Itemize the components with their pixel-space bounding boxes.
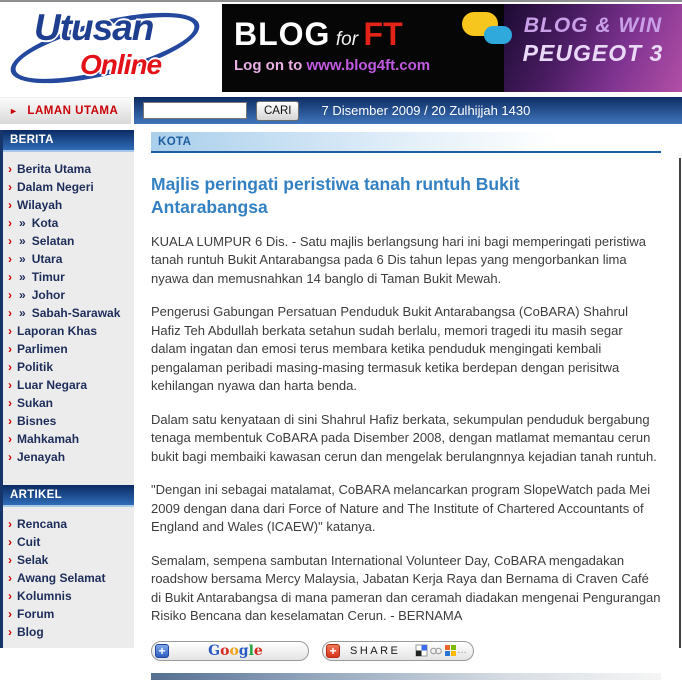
banner-peugeot-text: PEUGEOT 3 [522,40,664,66]
sidebar-item-sukan[interactable] [3,395,134,412]
sidebar-item-timur[interactable] [3,269,134,286]
sidebar-item-label: Forum [17,607,55,621]
sidebar-item-label: Selak [17,553,49,567]
google-logo-letter: e [253,642,263,659]
sidebar-item-kolumnis[interactable] [3,588,134,605]
nav-row [0,97,682,124]
sidebar-item-label: Selatan [31,234,75,248]
banner-right-panel [504,4,682,92]
sidebar-item-dalam-negeri[interactable] [3,179,134,196]
red-arrow-icon: › [8,324,12,338]
search-input[interactable] [143,102,247,119]
sidebar-item-utara[interactable] [3,251,134,268]
more-services-dots: … [457,645,467,656]
sidebar-item-wilayah[interactable] [3,197,134,214]
sidebar-item-kota[interactable] [3,215,134,232]
date-text: 7 Disember 2009 / 20 Zulhijjah 1430 [321,103,531,118]
share-row [151,641,661,661]
google-bookmark-button[interactable] [151,641,309,661]
article-paragraph: Pengerusi Gabungan Persatuan Penduduk Bukit Antarabangsa (CoBARA) Shahrul Hafiz Teh Abdullah berkata setahun sudah berlalu, memori tragedi itu masih segar dalam ingatan dan emosi terus membara ketika penduduk mengingati kembali pengalaman peribadi masing-masing termasuk ketika berdepan dengan perisitwa kehilangan nyawa dan harta benda. [151,304,628,393]
sidebar-item-berita-utama[interactable] [3,161,134,178]
sidebar-item-johor[interactable] [3,287,134,304]
sidebar-item-bisnes[interactable] [3,413,134,430]
sidebar-item-label: Luar Negara [17,378,88,392]
window-right-border [679,158,681,648]
red-arrow-icon: › [8,216,12,230]
article-body [151,233,661,626]
sidebar-item-label: Jenayah [17,450,66,464]
sidebar-item-label: Kota [31,216,59,230]
red-arrow-icon: › [8,198,12,212]
article-paragraph: Semalam, sempena sambutan International Volunteer Day, CoBARA mengadakan roadshow bersama Mercy Malaysia, Jabatan Kerja Raya dan Bernama di Craven Café di Bukit Antarabangsa di mana pameran dan ceramah diadakan mengenai Pengurangan Risiko Bencana dan keselamatan Cerun. - BERNAMA [151,552,661,623]
sidebar-item-selak[interactable] [3,552,134,569]
sidebar-item-label: Utara [31,252,63,266]
sidebar-nav [0,130,134,648]
sidebar-item-label: Johor [31,288,66,302]
sidebar-item-selatan[interactable] [3,233,134,250]
banner-ft-text: FT [363,16,403,52]
banner-blog-text: BLOG [234,16,331,52]
sidebar-item-politik[interactable] [3,359,134,376]
banner-left-panel [222,4,504,92]
article-paragraph: Dalam satu kenyataan di sini Shahrul Hafiz berkata, sekumpulan penduduk bergabung tenaga membentuk CoBARA pada Disember 2008, dengan matlamat memantau cerun bukit bagi membaiki kawasan cerun dan mengelak berulangnnya kejadian tanah runtuh. [151,411,657,464]
red-arrow-icon: › [8,414,12,428]
laman-utama-button[interactable] [0,97,131,124]
sidebar-item-label: Blog [17,625,44,639]
page-columns [0,130,682,659]
red-arrow-icon: › [8,450,12,464]
main-content [151,130,661,659]
red-arrow-icon: › [8,252,12,266]
sidebar-item-cuit[interactable] [3,534,134,551]
double-chevron-icon: » [19,252,26,266]
red-arrow-icon: › [8,517,12,531]
red-arrow-icon: › [8,432,12,446]
sidebar-item-rencana[interactable] [3,516,134,533]
red-arrow-icon: › [8,589,12,603]
sidebar-item-label: Awang Selamat [17,571,106,585]
sidebar-item-parlimen[interactable] [3,341,134,358]
google-logo-letter: g [238,642,249,659]
sidebar-item-jenayah[interactable] [3,449,134,466]
sidebar-list-artikel [3,507,134,648]
red-arrow-icon: › [8,360,12,374]
sidebar-item-label: Rencana [17,517,68,531]
banner-logon-text: Log on to [234,57,303,74]
red-arrow-icon: › [8,571,12,585]
site-header [0,2,682,94]
footer-divider [151,673,661,680]
digg-icon [430,646,442,656]
red-arrow-icon: › [8,234,12,248]
red-arrow-icon: › [8,553,12,567]
red-arrow-icon: › [8,378,12,392]
share-service-icons [416,645,456,656]
sidebar-item-label: Laporan Khas [17,324,98,338]
article-paragraph: "Dengan ini sebagai matalamat, CoBARA melancarkan program SlopeWatch pada Mei 2009 dengan dana dari Force of Nature and The Institute of Chartered Accountants of England and Wales (ICAEW)" katanya. [151,482,651,534]
sidebar-item-awang-selamat[interactable] [3,570,134,587]
logo-text-utusan: Utusan [34,7,154,48]
share-label: SHARE [350,644,401,657]
sidebar-item-label: Berita Utama [17,162,92,176]
red-arrow-icon: › [8,162,12,176]
sidebar-item-label: Politik [17,360,54,374]
sidebar-item-label: Cuit [17,535,41,549]
logo-text-online: Online [80,49,162,80]
sidebar-item-label: Timur [31,270,65,284]
sidebar-item-label: Sukan [17,396,54,410]
blue-bubble-icon [484,26,512,44]
article-paragraph: KUALA LUMPUR 6 Dis. - Satu majlis berlangsung hari ini bagi memperingati peristiwa tanah runtuh Bukit Antarabangsa pada 6 Dis tahun lepas yang mengorbankan lima nyawa dan memusnahkan 14 banglo di Taman Bukit Mewah. [151,233,646,286]
sidebar-item-mahkamah[interactable] [3,431,134,448]
sidebar-item-label: Wilayah [17,198,63,212]
sidebar-item-label: Kolumnis [17,589,72,603]
red-arrow-icon: › [8,288,12,302]
double-chevron-icon: » [19,234,26,248]
sidebar-item-label: Bisnes [17,414,57,428]
red-arrow-icon: › [8,342,12,356]
banner-blog-and-win-text: BLOG & WIN [523,14,663,37]
google-logo-letter: l [248,642,254,659]
speech-bubbles-icon [462,12,520,48]
sidebar-section-header-berita: BERITA [3,130,134,152]
sidebar-item-luar-negara[interactable] [3,377,134,394]
red-arrow-icon: › [8,270,12,284]
google-logo-letter: o [220,642,230,659]
search-date-bar [134,97,682,124]
sidebar-item-laporan-khas[interactable] [3,323,134,340]
sidebar-item-label: Parlimen [17,342,68,356]
red-arrow-icon: › [8,180,12,194]
google-logo-letter: G [208,642,221,659]
double-chevron-icon: » [19,216,26,230]
banner-for-text: for [335,29,359,50]
cari-button[interactable]: CARI [256,101,299,121]
windows-live-icon [445,645,456,656]
banner-url-text: www.blog4ft.com [306,57,431,74]
sidebar-item-sabah-sarawak[interactable] [3,305,134,322]
utusan-online-logo[interactable] [4,5,222,91]
red-arrow-icon: › [8,625,12,639]
red-arrow-icon: › [8,396,12,410]
red-arrow-icon: › [8,535,12,549]
sidebar-item-forum[interactable] [3,606,134,623]
section-header-kota [151,132,661,153]
google-logo-letter: o [229,642,239,659]
red-arrow-icon: › [8,607,12,621]
banner-ad-blog4ft[interactable] [222,4,682,92]
sidebar-item-blog[interactable] [3,624,134,641]
google-logo [169,643,302,659]
plus-icon: + [155,644,169,658]
delicious-icon [416,645,427,656]
sidebar-item-label: Mahkamah [17,432,80,446]
article-title: Majlis peringati peristiwa tanah runtuh Bukit Antarabangsa [151,174,520,217]
red-triangle-icon: ► [9,106,19,116]
double-chevron-icon: » [19,306,26,320]
share-button[interactable] [322,641,474,661]
plus-icon: + [326,644,340,658]
sidebar-item-label: Sabah-Sarawak [31,306,121,320]
sidebar-list-berita [3,152,134,473]
sidebar-item-label: Dalam Negeri [17,180,94,194]
banner-subtitle [234,57,504,74]
double-chevron-icon: » [19,270,26,284]
section-label: KOTA [158,135,192,148]
double-chevron-icon: » [19,288,26,302]
red-arrow-icon: › [8,306,12,320]
sidebar-section-header-artikel: ARTIKEL [3,485,134,507]
laman-utama-label: LAMAN UTAMA [27,105,119,117]
